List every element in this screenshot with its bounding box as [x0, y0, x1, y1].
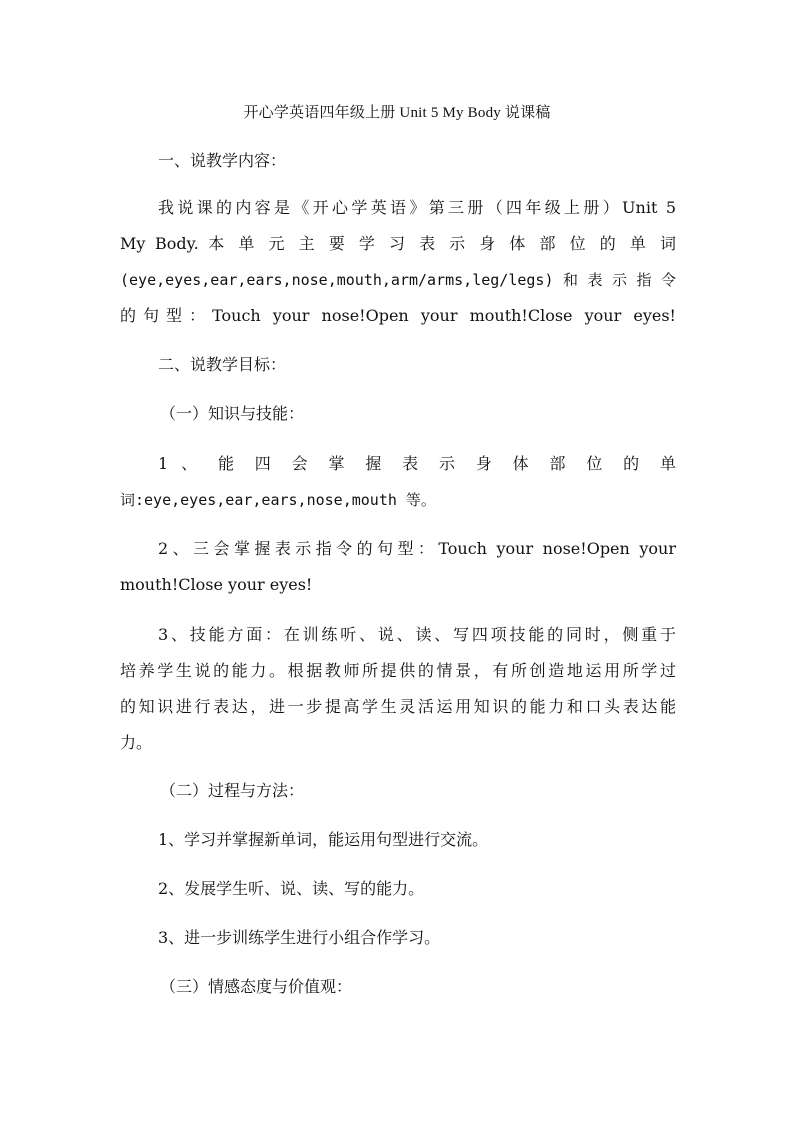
subheading-attitudes-values: （三）情感态度与价值观： [160, 977, 353, 996]
subheading-knowledge-skills: （一）知识与技能： [160, 404, 305, 423]
section-heading-teaching-objectives: 二、说教学目标： [158, 355, 287, 374]
objective-item-3-line-1: 3、技能方面：在训练听、说、读、写四项技能的同时，侧重于 [158, 625, 676, 644]
objective-item-3-line-4: 力。 [120, 733, 153, 752]
process-item-1: 1、学习并掌握新单词，能运用句型进行交流。 [158, 830, 489, 849]
teaching-content-line-1: 我说课的内容是《开心学英语》第三册（四年级上册）Unit 5 [158, 198, 676, 217]
objective-item-1-line-2: 词:eye,eyes,ear,ears,nose,mouth 等。 [120, 491, 436, 509]
teaching-content-line-4: 的句型：Touch your nose!Open your mouth!Close your eyes! [120, 306, 676, 325]
process-item-3: 3、进一步训练学生进行小组合作学习。 [158, 928, 441, 947]
document-title: 开心学英语四年级上册 Unit 5 My Body 说课稿 [243, 105, 551, 121]
teaching-content-line-3: (eye,eyes,ear,ears,nose,mouth,arm/arms,leg/legs)和表示指令 [120, 271, 676, 289]
objective-item-1-line-1: 1 、 能 四 会 掌 握 表 示 身 体 部 位 的 单 [158, 454, 676, 473]
objective-item-3-line-3: 的知识进行表达，进一步提高学生灵活运用知识的能力和口头表达能 [120, 697, 676, 716]
objective-item-2-line-1: 2、三会掌握表示指令的句型：Touch your nose!Open your [158, 539, 676, 558]
process-item-2: 2、发展学生听、说、读、写的能力。 [158, 879, 425, 898]
teaching-content-line-2: My Body. 本 单 元 主 要 学 习 表 示 身 体 部 位 的 单 词 [120, 234, 676, 253]
objective-item-3-line-2: 培养学生说的能力。根据教师所提供的情景，有所创造地运用所学过 [120, 661, 676, 680]
subheading-process-methods: （二）过程与方法： [160, 781, 305, 800]
section-heading-teaching-content: 一、说教学内容： [158, 151, 287, 170]
objective-item-2-line-2: mouth!Close your eyes! [120, 575, 313, 594]
